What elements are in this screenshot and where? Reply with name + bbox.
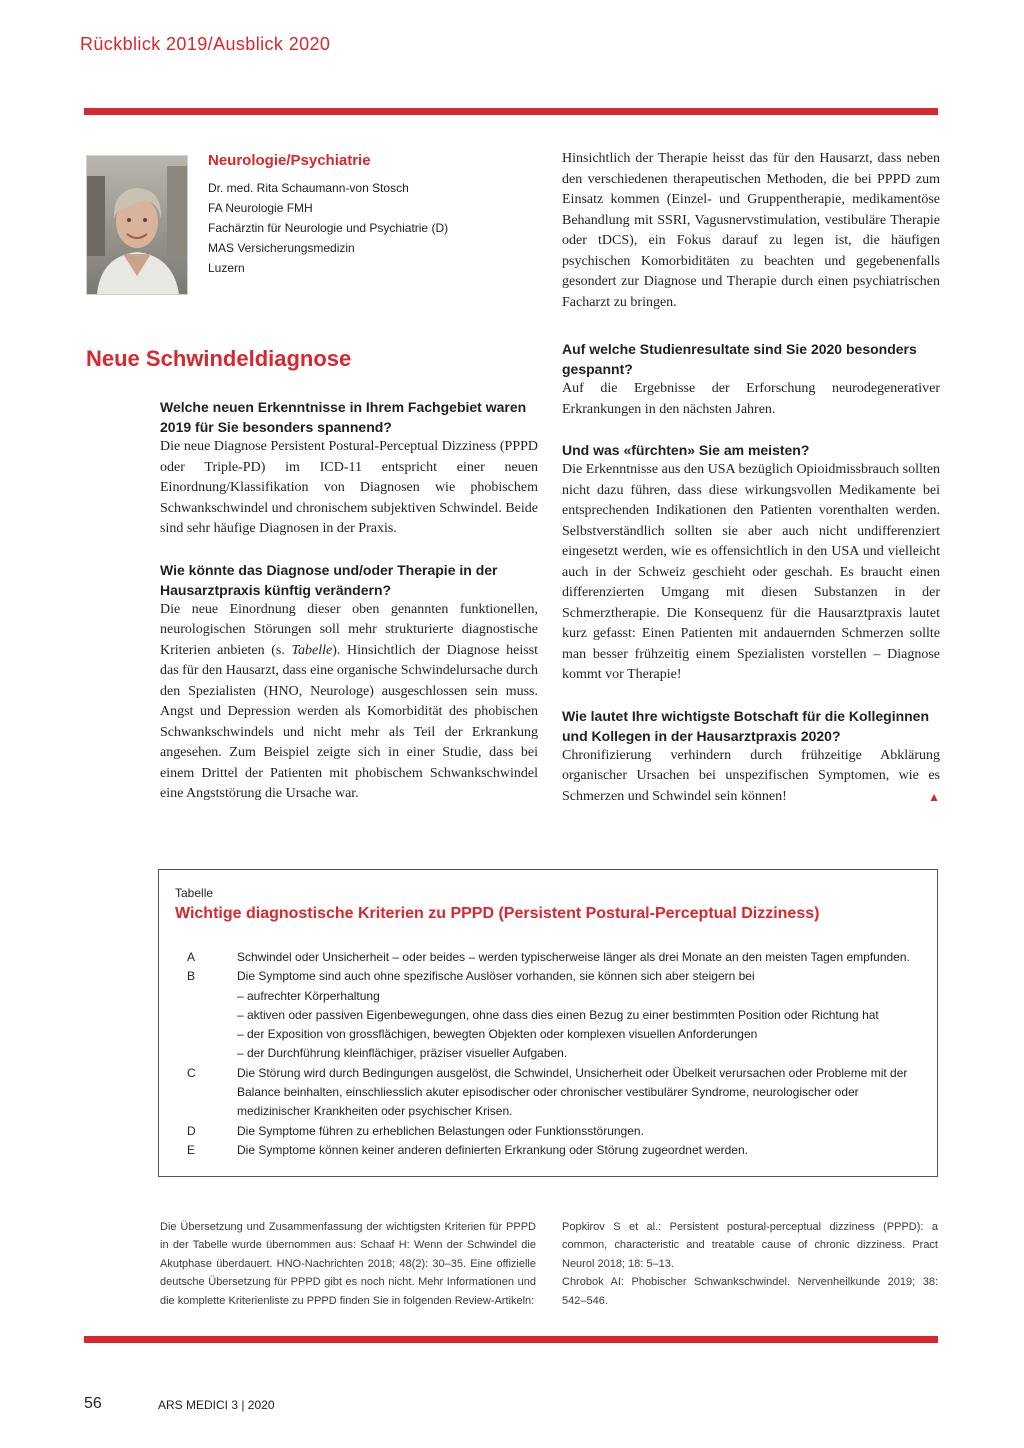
article-title: Neue Schwindeldiagnose xyxy=(86,346,352,371)
criterion-row: B Die Symptome sind auch ohne spezifische Auslöser vorhanden, sie können sich aber steigern bei xyxy=(187,969,755,984)
author-info xyxy=(208,152,508,278)
question-heading: Wie lautet Ihre wichtigste Botschaft für die Kolleginnen und Kollegen in der Hausarztpraxis 2020? xyxy=(562,707,930,744)
question-heading: Wie könnte das Diagnose und/oder Therapie in der Hausarztpraxis künftig verändern? xyxy=(160,561,498,598)
end-mark-icon: ▲ xyxy=(928,789,940,804)
author-title: Fachärztin für Neurologie und Psychiatrie (D) xyxy=(208,221,449,235)
footnote-references xyxy=(562,1218,938,1310)
criteria-list xyxy=(187,948,917,1160)
reference-item: Chrobok AI: Phobischer Schwankschwindel. Nervenheilkunde 2019; 38: 542–546. xyxy=(562,1276,938,1307)
author-photo xyxy=(86,155,188,295)
author-name: Dr. med. Rita Schaumann-von Stosch xyxy=(208,181,409,195)
answer-paragraph: Hinsichtlich der Therapie heisst das für den Hausarzt, dass neben den verschiedenen therapeutischen Methoden, die bei PPPD zum Einsatz kommen (Einzel- und Gruppentherapie, medikamentöse Behandlung mit SSRI, Vagusnervstimulation, vestibuläre Therapie oder tDCS), ein Fokus darauf zu legen ist, die häufigen psychischen Komorbiditäten zu beachten und gegebenenfalls gesondert zur Diagnose und Therapie durch einen psychiatrischen Facharzt zu bringen. xyxy=(562,151,940,310)
table-reference: Tabelle xyxy=(291,642,333,658)
author-location: Luzern xyxy=(208,261,245,275)
table-label: Tabelle xyxy=(175,886,214,900)
answer-paragraph: Die neue Diagnose Persistent Postural-Perceptual Dizziness (PPPD oder Triple-PD) im ICD-11 entspricht einer neuen Einordnung/Klassifikation von Diagnosen wie phobischem Schwankschwindel und chronischem subjektiven Schwindel. Beide sind sehr häufige Diagnosen in der Praxis. xyxy=(160,439,538,536)
rubric: Neurologie/Psychiatrie xyxy=(208,152,371,169)
answer-paragraph: Die neue Einordnung dieser oben genannten funktionellen, neurologischen Störungen soll mehr strukturierte diagnostische Kriterien anbieten (s. Tabelle). Hinsichtlich der Diagnose heisst das für den Hausarzt, dass eine organische Schwindelursache durch den Spezialisten (HNO, Neurologe) ausgeschlossen sein muss. Angst und Depression werden als Komorbidität des phobischen Schwankschwindels und nicht mehr als Teil der Erkrankung angesehen. Zum Beispiel zeigte sich in einer Studie, dass bei einem Drittel der Patienten mit phobischem Schwankschwindel eine Angststörung die Ursache war. xyxy=(160,601,538,801)
top-divider xyxy=(84,108,938,115)
question-heading: Auf welche Studienresultate sind Sie 2020 besonders gespannt? xyxy=(562,341,917,377)
footnote-text: Die Übersetzung und Zusammenfassung der wichtigsten Kriterien für PPPD in der Tabelle wurde übernommen aus: Schaaf H: Wenn der Schwindel die Akutphase überdauert. HNO-Nachrichten 2018; 48(2): 30–35. Eine offizielle deutsche Übersetzung für PPPD gibt es noch nicht. Mehr Informationen und die komplette Kriterienliste zu PPPD finden Sie in folgenden Review-Artikeln: xyxy=(160,1221,536,1307)
section-header: Rückblick 2019/Ausblick 2020 xyxy=(80,34,331,54)
author-title: FA Neurologie FMH xyxy=(208,201,313,215)
bottom-divider xyxy=(84,1336,938,1343)
criterion-row: D Die Symptome führen zu erheblichen Belastungen oder Funktionsstörungen. xyxy=(187,1123,644,1138)
question-heading: Welche neuen Erkenntnisse in Ihrem Fachgebiet waren 2019 für Sie besonders spannend? xyxy=(160,399,527,435)
journal-name: ARS MEDICI 3 | 2020 xyxy=(158,1398,275,1412)
page-number: 56 xyxy=(84,1395,102,1412)
criteria-table xyxy=(158,869,938,1177)
answer-paragraph: Auf die Ergebnisse der Erforschung neurodegenerativer Erkrankungen in den nächsten Jahren. xyxy=(562,381,940,417)
table-title: Wichtige diagnostische Kriterien zu PPPD (Persistent Postural-Perceptual Dizziness) xyxy=(175,905,820,922)
criterion-subitem: – der Exposition von grossflächigen, bewegten Objekten oder komplexen visuellen Anforderungen xyxy=(237,1027,758,1042)
answer-paragraph: Die Erkenntnisse aus den USA bezüglich Opioidmissbrauch sollten nicht dazu führen, dass diese wirkungsvollen Medikamente bei entsprechenden Indikationen den Patienten vorenthalten werden. Selbstverständlich sollten sie aber auch nicht undifferenziert eingesetzt werden, wie es offensichtlich in den USA und vielleicht auch in der Schweiz geschieht oder geschah. Es braucht einen differenzierten Umgang mit diesen Substanzen in der Schmerztherapie. Die Konsequenz für die Hausarztpraxis lautet kurz gefasst: Einen Patienten mit andauernden Schmerzen sollte man besser frühzeitig einem Spezialisten vorstellen – Diagnose kommt vor Therapie! xyxy=(562,462,940,682)
criterion-row: E Die Symptome können keiner anderen definierten Erkrankung oder Störung zugeordnet werden. xyxy=(187,1142,748,1157)
answer-paragraph: Chronifizierung verhindern durch frühzeitige Abklärung organischer Ursachen bei unspezifischen Symptomen, wie es Schmerzen und Schwindel sein können! ▲ xyxy=(562,746,940,808)
article-left-column xyxy=(160,397,538,805)
criterion-subitem: – der Durchführung kleinflächiger, präziser visueller Aufgaben. xyxy=(237,1046,568,1061)
criterion-row: A Schwindel oder Unsicherheit – oder beides – werden typischerweise länger als drei Monate an den meisten Tagen empfunden. xyxy=(187,950,910,964)
author-title: MAS Versicherungsmedizin xyxy=(208,241,355,255)
criterion-subitem: – aufrechter Körperhaltung xyxy=(237,988,380,1003)
article-right-column xyxy=(562,149,940,807)
question-heading: Und was «fürchten» Sie am meisten? xyxy=(562,442,810,458)
criterion-row: C Die Störung wird durch Bedingungen ausgelöst, die Schwindel, Unsicherheit oder Übelkeit verursachen oder Probleme mit der Balance beinhalten, einschliesslich akuter episodischer oder chronischer vestibulärer Syndrome, neurologischer oder medizinischer Krankheiten oder psychischer Krisen. xyxy=(187,1065,908,1119)
reference-item: Popkirov S et al.: Persistent postural-perceptual dizziness (PPPD): a common, characteristic and treatable cause of chronic dizziness. Pract Neurol 2018; 18: 5–13. xyxy=(562,1221,938,1270)
criterion-subitem: – aktiven oder passiven Eigenbewegungen, ohne dass dies einen Bezug zu einer bestimmten Position oder Richtung hat xyxy=(237,1007,879,1022)
